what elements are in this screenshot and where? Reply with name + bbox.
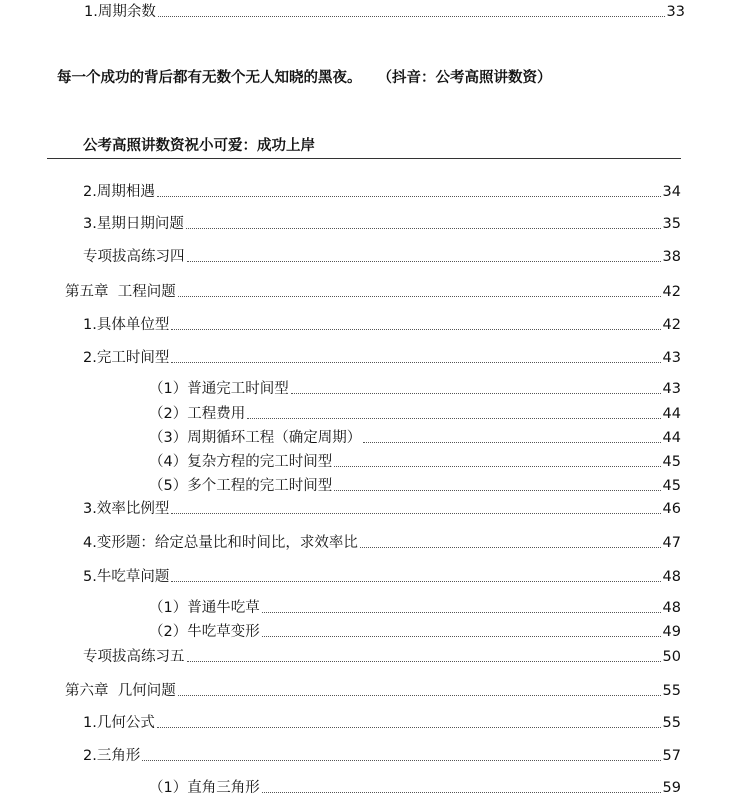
toc-entry-practice-5[interactable] xyxy=(83,648,681,666)
toc-entry-page: 42 xyxy=(662,317,681,333)
toc-entry-5-2[interactable] xyxy=(83,349,681,367)
toc-entry-page: 45 xyxy=(662,478,681,494)
toc-entry-2-zhouqi-xiangyu[interactable] xyxy=(83,183,681,201)
toc-dot-leader xyxy=(157,726,661,728)
toc-subentry-6-2-1[interactable] xyxy=(149,779,681,797)
toc-entry-label: （1）普通完工时间型 xyxy=(149,381,289,397)
toc-dot-leader xyxy=(158,15,665,17)
toc-entry-page: 44 xyxy=(662,406,681,422)
toc-dot-leader xyxy=(247,417,660,419)
toc-entry-6-1[interactable] xyxy=(83,714,681,732)
toc-entry-label: 2.周期相遇 xyxy=(83,184,155,200)
toc-entry-label: 5.牛吃草问题 xyxy=(83,569,170,585)
toc-entry-top[interactable] xyxy=(84,3,685,21)
toc-entry-5-1[interactable] xyxy=(83,316,681,334)
toc-entry-page: 42 xyxy=(662,284,681,300)
toc-dot-leader xyxy=(157,195,661,197)
toc-entry-label: （2）工程费用 xyxy=(149,406,246,422)
toc-dot-leader xyxy=(171,580,660,582)
toc-entry-label: 第五章 工程问题 xyxy=(65,284,176,300)
toc-subentry-5-2-1[interactable] xyxy=(149,380,681,398)
toc-entry-label: 专项拔高练习五 xyxy=(83,649,185,665)
toc-entry-label: 4.变形题：给定总量比和时间比，求效率比 xyxy=(83,535,358,551)
toc-dot-leader xyxy=(187,660,661,662)
toc-subentry-5-2-2[interactable] xyxy=(149,405,681,423)
toc-dot-leader xyxy=(334,489,660,491)
toc-entry-label: （1）普通牛吃草 xyxy=(149,600,260,616)
toc-subentry-5-2-3[interactable] xyxy=(149,429,681,447)
toc-entry-page: 55 xyxy=(662,715,681,731)
toc-dot-leader xyxy=(142,759,660,761)
toc-dot-leader xyxy=(363,441,660,443)
toc-dot-leader xyxy=(262,611,661,613)
toc-entry-page: 34 xyxy=(662,184,681,200)
toc-entry-page: 57 xyxy=(662,748,681,764)
toc-entry-label: （1）直角三角形 xyxy=(149,780,260,796)
toc-dot-leader xyxy=(171,361,660,363)
toc-subentry-5-2-5[interactable] xyxy=(149,477,681,495)
toc-dot-leader xyxy=(171,328,660,330)
toc-dot-leader xyxy=(178,295,661,297)
toc-entry-page: 45 xyxy=(662,454,681,470)
toc-entry-label: 专项拔高练习四 xyxy=(83,249,185,265)
toc-entry-page: 46 xyxy=(662,501,681,517)
toc-dot-leader xyxy=(360,546,661,548)
toc-entry-label: （2）牛吃草变形 xyxy=(149,624,260,640)
toc-entry-label: 3.效率比例型 xyxy=(83,501,170,517)
toc-entry-page: 38 xyxy=(662,249,681,265)
toc-subentry-5-5-1[interactable] xyxy=(149,599,681,617)
wish-header: 公考高照讲数资祝小可爱：成功上岸 xyxy=(83,138,315,154)
toc-entry-label: 1.几何公式 xyxy=(83,715,155,731)
header-rule xyxy=(47,158,681,159)
toc-chapter-6[interactable] xyxy=(65,682,681,700)
toc-dot-leader xyxy=(187,260,661,262)
toc-entry-3-xingqi-riqi[interactable] xyxy=(83,215,681,233)
motto-source: （抖音：公考高照讲数资） xyxy=(377,70,552,86)
toc-chapter-5[interactable] xyxy=(65,283,681,301)
toc-entry-page: 47 xyxy=(662,535,681,551)
toc-entry-label: （4）复杂方程的完工时间型 xyxy=(149,454,333,470)
toc-entry-5-5[interactable] xyxy=(83,568,681,586)
toc-entry-page: 35 xyxy=(662,216,681,232)
toc-dot-leader xyxy=(291,392,661,394)
toc-entry-label: 第六章 几何问题 xyxy=(65,683,176,699)
toc-entry-6-2[interactable] xyxy=(83,747,681,765)
toc-entry-label: 3.星期日期问题 xyxy=(83,216,184,232)
toc-entry-page: 43 xyxy=(662,381,681,397)
toc-entry-page: 43 xyxy=(662,350,681,366)
toc-entry-label: （5）多个工程的完工时间型 xyxy=(149,478,333,494)
toc-entry-5-4[interactable] xyxy=(83,534,681,552)
toc-entry-page: 48 xyxy=(662,569,681,585)
toc-entry-label: 2.完工时间型 xyxy=(83,350,170,366)
toc-entry-5-3[interactable] xyxy=(83,500,681,518)
toc-entry-label: 1.周期余数 xyxy=(84,4,156,20)
toc-entry-page: 44 xyxy=(662,430,681,446)
toc-entry-page: 59 xyxy=(662,780,681,796)
toc-dot-leader xyxy=(178,694,661,696)
toc-entry-page: 50 xyxy=(662,649,681,665)
toc-dot-leader xyxy=(334,465,660,467)
toc-entry-label: 1.具体单位型 xyxy=(83,317,170,333)
toc-entry-page: 33 xyxy=(666,4,685,20)
toc-entry-page: 49 xyxy=(662,624,681,640)
motto-text: 每一个成功的背后都有无数个无人知晓的黑夜。 xyxy=(57,70,362,86)
toc-entry-label: 2.三角形 xyxy=(83,748,141,764)
toc-subentry-5-5-2[interactable] xyxy=(149,623,681,641)
toc-entry-label: （3）周期循环工程（确定周期） xyxy=(149,430,362,446)
toc-dot-leader xyxy=(171,512,660,514)
toc-entry-page: 55 xyxy=(662,683,681,699)
toc-dot-leader xyxy=(262,791,661,793)
toc-subentry-5-2-4[interactable] xyxy=(149,453,681,471)
toc-dot-leader xyxy=(186,227,661,229)
toc-entry-page: 48 xyxy=(662,600,681,616)
toc-dot-leader xyxy=(262,635,661,637)
toc-entry-practice-4[interactable] xyxy=(83,248,681,266)
motto-line xyxy=(57,66,552,87)
